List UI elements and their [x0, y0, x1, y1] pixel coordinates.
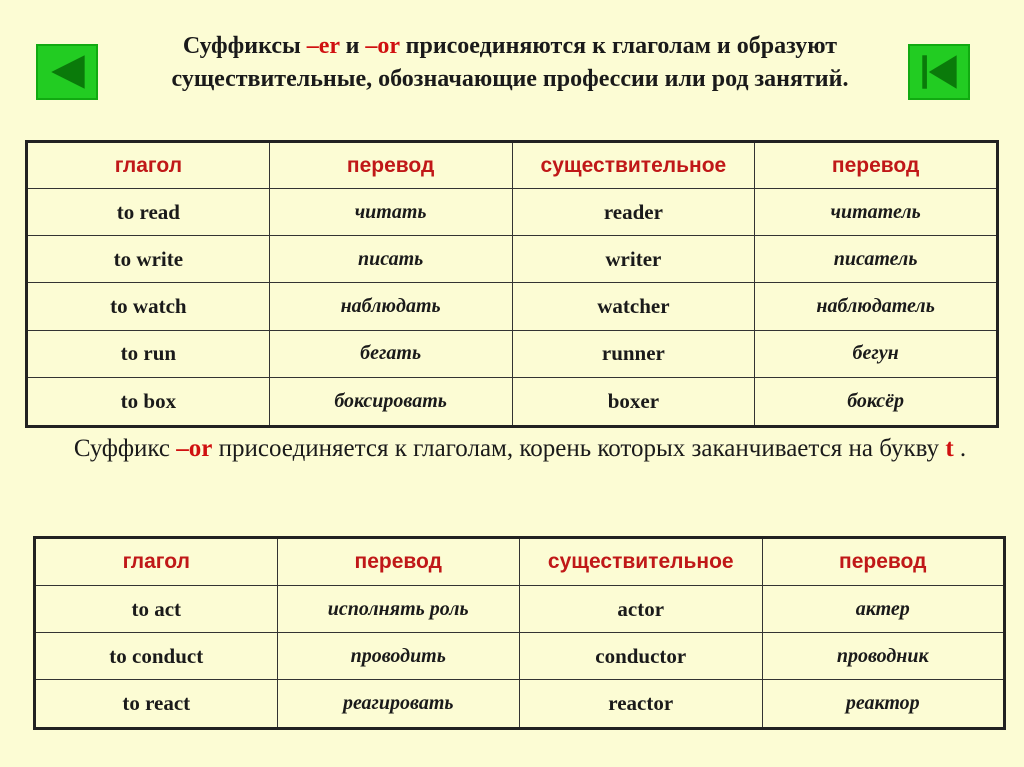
table-row [27, 236, 998, 283]
table-row [35, 633, 1005, 680]
verb-cell: to conduct [35, 633, 278, 680]
header-translation: перевод [269, 142, 512, 189]
table-row [35, 680, 1005, 729]
translation-cell: проводник [762, 633, 1005, 680]
noun-cell: writer [512, 236, 755, 283]
translation-cell: читатель [755, 189, 998, 236]
verb-cell: to run [27, 330, 270, 377]
noun-cell: watcher [512, 283, 755, 330]
header-noun: существительное [512, 142, 755, 189]
translation-cell: наблюдать [269, 283, 512, 330]
verb-cell: to box [27, 377, 270, 426]
translation-cell: реактор [762, 680, 1005, 729]
note-part-2: присоединяется к глаголам, корень которых заканчивается на букву [212, 435, 946, 462]
table-row [35, 586, 1005, 633]
or-suffix-table [33, 536, 1006, 730]
verb-cell: to act [35, 586, 278, 633]
table-row [27, 330, 998, 377]
header-noun: существительное [520, 538, 763, 586]
first-slide-button[interactable] [908, 44, 970, 100]
note-letter-t: t [945, 435, 954, 462]
translation-cell: проводить [277, 633, 520, 680]
header-translation: перевод [277, 538, 520, 586]
back-button[interactable] [36, 44, 98, 100]
verb-cell: to read [27, 189, 270, 236]
skip-to-start-icon [910, 46, 968, 98]
verb-cell: to watch [27, 283, 270, 330]
table-header-row [35, 538, 1005, 586]
noun-cell: reader [512, 189, 755, 236]
noun-cell: reactor [520, 680, 763, 729]
suffix-er: –er [306, 33, 340, 59]
translation-cell: читать [269, 189, 512, 236]
noun-cell: runner [512, 330, 755, 377]
title-part-3: присоединяются к глаголам и образуют существительные, обозначающие профессии или род занятий. [171, 33, 849, 92]
translation-cell: актер [762, 586, 1005, 633]
translation-cell: писать [269, 236, 512, 283]
translation-cell: бегун [755, 330, 998, 377]
header-verb: глагол [27, 142, 270, 189]
table-row [27, 283, 998, 330]
translation-cell: писатель [755, 236, 998, 283]
noun-cell: conductor [520, 633, 763, 680]
or-suffix-note [40, 432, 1000, 465]
note-part-3: . [953, 435, 967, 462]
translation-cell: бегать [269, 330, 512, 377]
noun-cell: actor [520, 586, 763, 633]
note-suffix-or: –or [176, 435, 213, 462]
note-part-1: Суффикс [73, 435, 177, 462]
translation-cell: реагировать [277, 680, 520, 729]
translation-cell: исполнять роль [277, 586, 520, 633]
er-suffix-table [25, 140, 999, 428]
slide-title [130, 30, 890, 96]
title-part-2: и [339, 33, 366, 59]
verb-cell: to react [35, 680, 278, 729]
header-translation: перевод [762, 538, 1005, 586]
translation-cell: наблюдатель [755, 283, 998, 330]
translation-cell: боксёр [755, 377, 998, 426]
table-row [27, 377, 998, 426]
table-header-row [27, 142, 998, 189]
header-verb: глагол [35, 538, 278, 586]
translation-cell: боксировать [269, 377, 512, 426]
verb-cell: to write [27, 236, 270, 283]
triangle-left-icon [38, 46, 96, 98]
noun-cell: boxer [512, 377, 755, 426]
suffix-or: –or [365, 33, 400, 59]
title-part-1: Суффиксы [182, 33, 307, 59]
table-row [27, 189, 998, 236]
header-translation: перевод [755, 142, 998, 189]
